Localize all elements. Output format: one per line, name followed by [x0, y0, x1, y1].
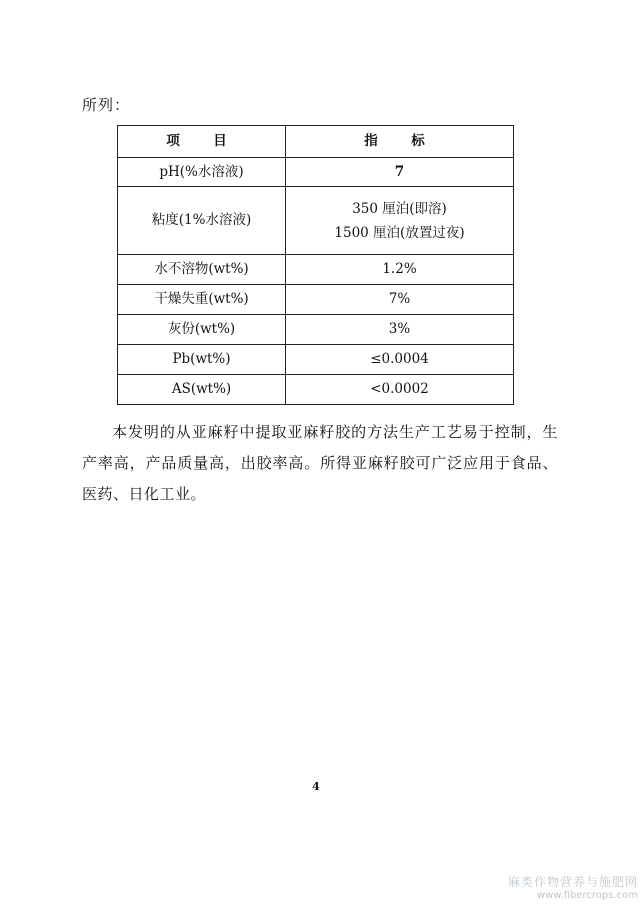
table-row: [118, 345, 514, 375]
row-name: 灰份(wt%): [118, 315, 286, 345]
row-value: 7%: [286, 285, 514, 315]
row-name: 干燥失重(wt%): [118, 285, 286, 315]
row-value: [286, 187, 514, 255]
row-value-line: 350 厘泊(即溶): [352, 200, 447, 217]
table-header-row: [118, 126, 514, 158]
watermark-url: www.fibercrops.com: [536, 890, 638, 901]
lead-text: 所列：: [82, 96, 131, 114]
table-row: [118, 158, 514, 187]
table-row: [118, 255, 514, 285]
watermark: [508, 873, 638, 901]
row-value-line: 1500 厘泊(放置过夜): [334, 224, 465, 241]
row-name: 水不溶物(wt%): [118, 255, 286, 285]
row-value: ≤0.0004: [286, 345, 514, 375]
row-name: pH(%水溶液): [118, 158, 286, 187]
row-name: 粘度(1%水溶液): [118, 187, 286, 255]
table-row: [118, 187, 514, 255]
row-name: Pb(wt%): [118, 345, 286, 375]
table-row: [118, 285, 514, 315]
row-value: 1.2%: [286, 255, 514, 285]
table-row: [118, 315, 514, 345]
row-name: AS(wt%): [118, 375, 286, 405]
table-row: [118, 375, 514, 405]
page-number: 4: [312, 780, 320, 793]
row-value: 7: [286, 158, 514, 187]
header-item: 项 目: [118, 126, 286, 158]
row-value: 3%: [286, 315, 514, 345]
watermark-text: 麻类作物营养与施肥网: [507, 875, 638, 889]
spec-table: [117, 125, 514, 405]
header-spec: 指 标: [286, 126, 514, 158]
row-value: <0.0002: [286, 375, 514, 405]
body-paragraph: 本发明的从亚麻籽中提取亚麻籽胶的方法生产工艺易于控制，生产率高，产品质量高，出胶率高。所得亚麻籽胶可广泛应用于食品、医药、日化工业。: [82, 423, 558, 503]
